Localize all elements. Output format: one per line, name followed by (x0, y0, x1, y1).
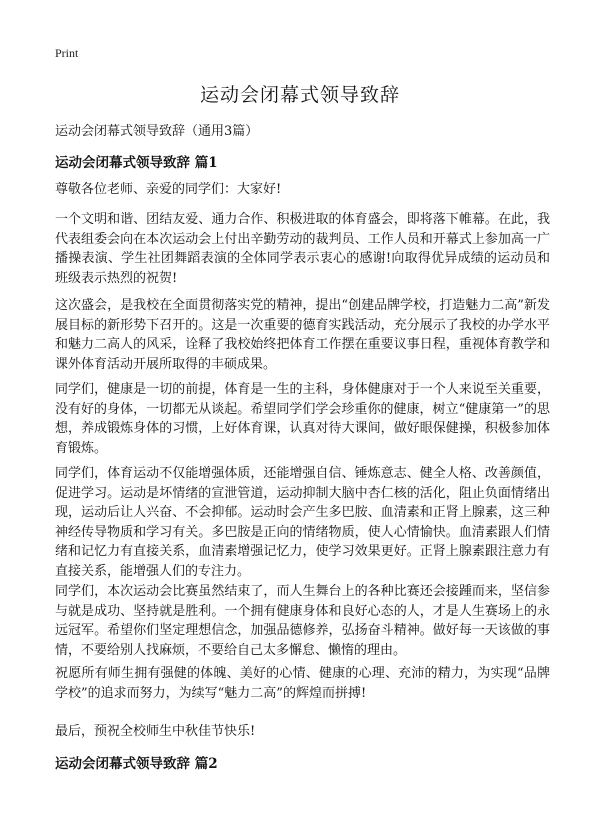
paragraph-2: 这次盛会，是我校在全面贯彻落实党的精神，提出“创建品牌学校，打造魅力二高”新发展目标的新形势下召开的。这是一次重要的德育实践活动，充分展示了我校的办学水平和魅力二高人的风采，诠释了我校始终把体育工作摆在重要议事日程，重视体育教学和课外体育活动开展所取得的丰硕成果。 (55, 298, 550, 372)
document-title: 运动会闭幕式领导致辞 (199, 84, 400, 106)
document-subtitle: 运动会闭幕式领导致辞（通用3篇） (55, 124, 259, 139)
paragraph-6: 祝愿所有师生拥有强健的体魄、美好的心情、健康的心理、充沛的精力，为实现“品牌学校”的追求而努力，为续写“魅力二高”的辉煌而拼搏! (55, 666, 550, 701)
paragraph-5: 同学们，本次运动会比赛虽然结束了，而人生舞台上的各种比赛还会接踵而来，坚信参与就是成功、坚持就是胜利。一个拥有健康身体和良好心态的人，才是人生赛场上的永远冠军。希望你们坚定理想信念，加强品德修养，弘扬奋斗精神。做好每一天该做的事情，不要给别人找麻烦，不要给自己太多懈怠、懒惰的理由。 (55, 584, 550, 658)
paragraph-greeting: 尊敬各位老师、亲爱的同学们：大家好! (55, 182, 282, 197)
paragraph-3: 同学们，健康是一切的前提，体育是一生的主科，身体健康对于一个人来说至关重要，没有好的身体，一切都无从谈起。希望同学们学会珍重你的健康，树立“健康第一”的思想，养成锻炼身体的习惯，上好体育课，认真对待大课间，做好眼保健操，积极参加体育锻炼。 (55, 382, 550, 456)
paragraph-1: 一个文明和谐、团结友爱、通力合作、积极进取的体育盛会，即将落下帷幕。在此，我代表组委会向在本次运动会上付出辛勤劳动的裁判员、工作人员和开幕式上参加高一广播操表演、学生社团舞蹈表演的全体同学表示衷心的感谢!向取得优异成绩的运动员和班级表示热烈的祝贺! (55, 212, 550, 286)
section-heading-1: 运动会闭幕式领导致辞 篇1 (55, 155, 218, 171)
paragraph-closing: 最后，预祝全校师生中秋佳节快乐! (55, 724, 256, 739)
section-heading-2: 运动会闭幕式领导致辞 篇2 (55, 756, 218, 772)
print-link[interactable]: Print (55, 46, 79, 60)
paragraph-4: 同学们，体育运动不仅能增强体质，还能增强自信、锤炼意志、健全人格、改善颜值，促进学习。运动是坏情绪的宣泄管道，运动抑制大脑中杏仁核的活化，阻止负面情绪出现，运动后让人兴奋、不会抑郁。运动时会产生多巴胺、血清素和正肾上腺素，这三种神经传导物质和学习有关。多巴胺是正向的情绪物质，使人心情愉快。血清素跟人们情绪和记忆力有直接关系，血清素增强记忆力，使学习效果更好。正肾上腺素跟注意力有直接关系，能增强人们的专注力。 (55, 466, 550, 579)
